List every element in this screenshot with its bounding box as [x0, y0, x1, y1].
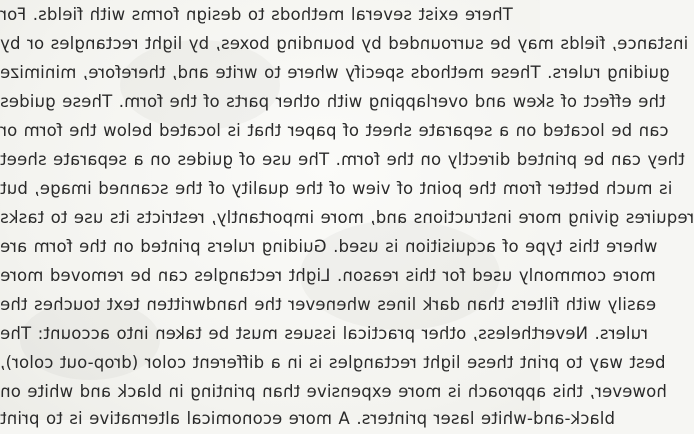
- text-line: best way to print these light rectangles is in a different color (drop-out color),: [0, 353, 666, 372]
- text-line: they can be printed directly on the form. The use of guides on a separate sheet: [0, 150, 685, 169]
- text-line: however, this approach is more expensive than printing in black and white on: [0, 382, 667, 401]
- text-line: the effect of skew and overlapping with other parts of the form. These guides: [0, 92, 666, 111]
- text-line: black-and-white laser printers. A more economical alternative is to print: [0, 409, 616, 428]
- text-line: where this type of acquisition is used. Guiding rulers printed on the form are: [0, 237, 658, 256]
- text-line: is much better from the point of view of the quality of the scanned image, but: [0, 179, 673, 198]
- text-line: There exist several methods to design forms with fields. For: [0, 5, 513, 24]
- text-line: more commonly used for this reason. Light rectangles can be removed more: [0, 266, 656, 285]
- text-line: instance, fields may be surrounded by bounding boxes, by light rectangles or by: [0, 34, 689, 53]
- text-line: requires giving more instructions and, more importantly, restricts its use to tasks: [0, 208, 694, 227]
- text-line: can be located on a separate sheet of paper that is located below the form or: [0, 121, 669, 140]
- text-line: rulers. Nevertheless, other practical issues must be taken into account: The: [0, 324, 649, 343]
- text-line: guiding rulers. These methods specify where to write and, therefore, minimize: [0, 63, 670, 82]
- text-line: easily with filters than dark lines whenever the handwritten text touches the: [0, 295, 657, 314]
